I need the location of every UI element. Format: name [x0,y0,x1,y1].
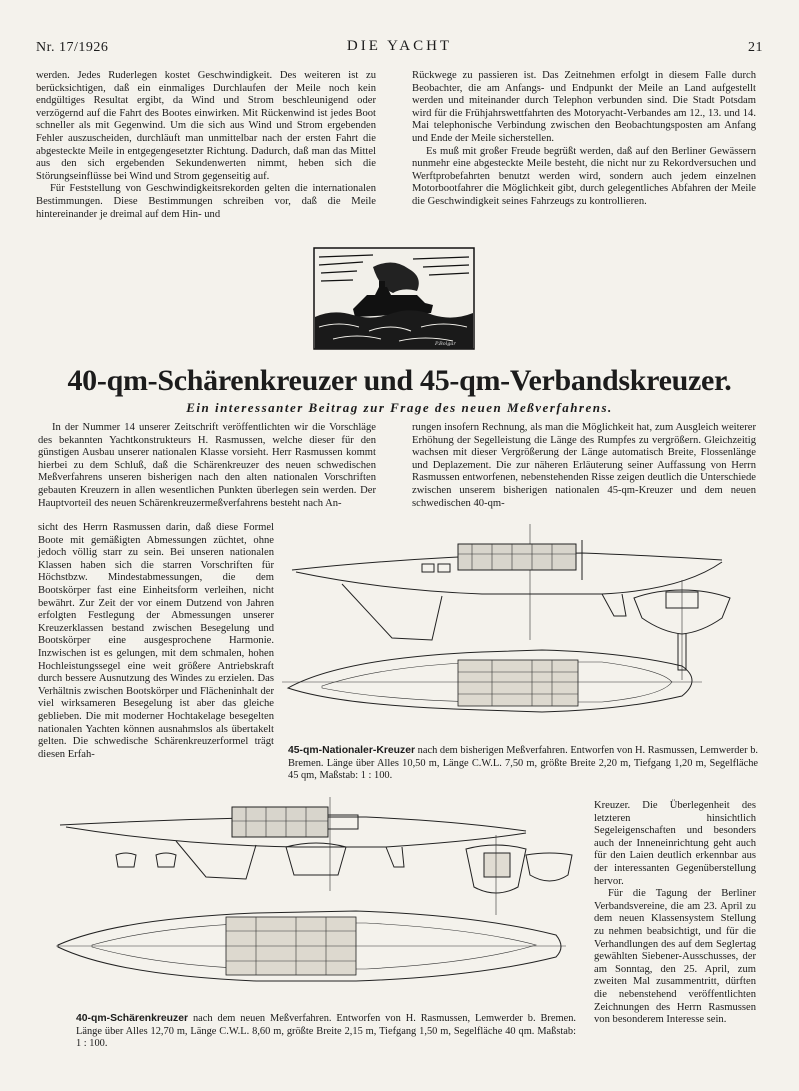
caption-40qm-schaerenkreuzer [76,1013,576,1051]
drawing-40qm-schaerenkreuzer [56,795,576,1011]
article-right-column-top [412,422,756,510]
caption-bold: 45-qm-Nationaler-Kreuzer [288,745,416,756]
top-left-column [36,70,376,221]
caption-text: nach dem bisherigen Meßverfahren. Entworfen von H. Rasmussen, Lemwerder b. Bremen. Länge über Alles 10,50 m, Länge C.W.L. 7,50 m, größte Breite 2,20 m, Tiefgang 1,20 m, Segelfläche 45 qm, Maßstab: 1 : 100. [288,745,758,782]
journal-title: DIE YACHT [346,38,453,54]
caption-bold: 40-qm-Schärenkreuzer [76,1013,189,1024]
caption-text: nach dem neuen Meßverfahren. Entworfen von H. Rasmussen, Lemwerder b. Bremen. Länge über Alles 12,70 m, Länge C.W.L. 8,60 m, größte Breite 2,15 m, Tiefgang 1,50 m, Segelfläche 40 qm. Maßstab: 1 : 100. [76,1013,576,1050]
top-right-column [412,70,756,209]
paragraph: Für Feststellung von Geschwindigkeitsrekorden gelten die internationalen Bestimmungen. Diese Bestimmungen schreiben vor, daß die Meile hintereinander je dreimal auf dem Hin- und [36,183,376,220]
drawing-45qm-cruiser [282,520,760,740]
article-right-column-narrow [594,800,756,1027]
caption-45qm-cruiser [288,745,758,783]
paragraph: sicht des Herrn Rasmussen darin, daß diese Formel Boote mit gemäßigten Abmessungen züchtet, ohne jedoch völlig starr zu sein. Bei unseren nationalen Klassen haben sich die starren Vorschriften für Höchstbzw. Mindestabmessungen, die dem Bootskörper fast eine Einheitsform verleihen, nicht bewährt. Zur Zeit der vor einem Dutzend von Jahren erfolgten Festlegung der Abmessungen unserer Kreuzerklassen bestand zwischen Besegelung und Bootskörper eine ausgesprochene Harmonie. Inzwischen ist es gelungen, mit dem schmalen, hohen Hochleistungssegel eine weit größere Antriebskraft durch bessere Ausnutzung des Windes zu erzielen. Das Verhältnis zwischen Bootskörper und Flächeninhalt der viel wirksameren Besegelung ist aber das gleiche geblieben. Die mit moderner Hochtakelage besegelten nationalen Yachten können ausnahmslos als übertakelt gelten. Die schwedische Schärenkreuzerformel trägt diesen Erfah- [38,522,274,760]
paragraph: rungen insofern Rechnung, als man die Möglichkeit hat, zum Ausgleich weiterer Erhöhung der Segelleistung die Länge des Rumpfes zu vergrößern. Gleichzeitig wachsen mit dieser Vergrößerung der Länge automatisch Breite, Flossenlänge und Deplazement. Die zur näheren Erläuterung seiner Auffassung von Herrn Rasmussen entworfenen, nebenstehenden Risse zeigen deutlich die Unterschiede zwischen unserem bisherigen nationalen 45-qm-Kreuzer und dem neuen schwedischen 40-qm- [412,422,756,509]
paragraph: Für die Tagung der Berliner Verbandsvereine, die am 23. April zu dem neuen Klassensystem Stellung zu nehmen beabsichtigt, und für die Verhandlungen des auf dem Seglertag gewählten Siebener-Ausschusses, der am Sonntag, den 25. April, zum zweiten Mal zusammentritt, dürften die nebenstehend veröffentlichten Zeichnungen des Herrn Rasmussen von besonderem Interesse sein. [594,888,756,1026]
paragraph: Es muß mit großer Freude begrüßt werden, daß auf den Berliner Gewässern nunmehr eine abgesteckte Meile besteht, die nicht nur zu Rekordversuchen und Werftprobefahrten benutzt werden wird, sondern auch jedem einzelnen Motorbootfahrer die Möglichkeit gibt, durch gelegentliches Abfahren der Meile die Geschwindigkeit seines Fahrzeugs zu kontrollieren. [412,145,756,207]
article-left-column-narrow [38,522,274,761]
paragraph: In der Nummer 14 unserer Zeitschrift veröffentlichten wir die Vorschläge des bekannten Yachtkonstrukteurs H. Rasmussen, welche dieser für den günstigen Ausbau unserer nationalen Klasse vorsieht. Herr Rasmussen kommt hierbei zu dem Schluß, daß die Schärenkreuzer des neuen schwedischen Meßverfahrens unseren bisherigen nach den alten nationalen Vorschriften gebauten Kreuzern in allen wesentlichen Punkten überlegen sein werden. Der Hauptvorteil des neuen Schärenkreuzermeßverfahrens besteht nach An- [38,422,376,509]
steamship-woodcut-illustration [313,247,475,350]
issue-number: Nr. 17/1926 [36,40,109,55]
page-number: 21 [748,40,763,55]
paragraph: Kreuzer. Die Überlegenheit des letzteren hinsichtlich Segeleigenschaften und besonders auch der Inneneinrichtung geht auch für den Laien deutlich erkennbar aus der interessanten Gegenüberstellung hervor. [594,800,756,887]
illustration-signature: P.Bolgar [435,341,456,347]
paragraph: werden. Jedes Ruderlegen kostet Geschwindigkeit. Des weiteren ist zu berücksichtigen, daß ein einmaliges Durchlaufen der Meile noch kein endgültiges Resultat ergibt, da Wind und Strom beschleunigend oder verzögernd auf die Fahrt des Bootes einwirken. Mit Rückenwind ist jedes Boot schneller als mit Gegenwind. Um die sich aus Wind und Strom ergebenden Fehler auszuscheiden, durchläuft man unmittelbar nach der ersten Fahrt die abgesteckte Meile in entgegengesetzter Richtung. Dadurch, daß man das Mittel aus den sich ergebenden Sekundenwerten nimmt, heben sich die Störungseinflüsse bei Wind und Strom gegenseitig auf. [36,70,376,182]
article-title: 40-qm-Schärenkreuzer und 45-qm-Verbandskreuzer. [67,364,732,397]
article-subtitle: Ein interessanter Beitrag zur Frage des neuen Meßverfahrens. [186,400,613,415]
article-left-column-top [38,422,376,510]
paragraph: Rückwege zu passieren ist. Das Zeitnehmen erfolgt in diesem Falle durch Beobachter, die am Anfangs- und Endpunkt der Meile an Land aufgestellt werden und miteinander durch Telephon verbunden sind. Die Stadt Potsdam wird für die Frühjahrswettfahrten des Motoryacht-Verbandes am 12., 13. und 14. Mai telephonische Verbindung zwischen den Beobachtungsposten am Anfang und Ende der Meile sicherstellen. [412,70,756,144]
